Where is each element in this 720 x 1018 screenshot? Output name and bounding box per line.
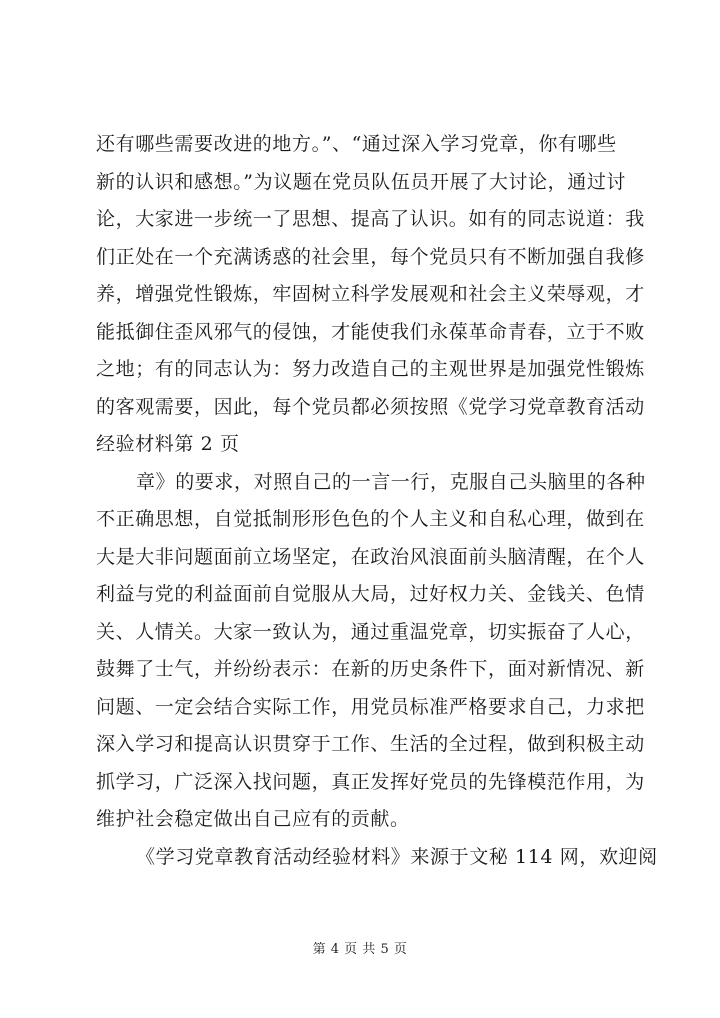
text-line: 不正确思想，自觉抵制形形色色的个人主义和自私心理，做到在	[96, 508, 645, 530]
text-line: 之地；有的同志认为：努力改造自己的主观世界是加强党性锻炼	[96, 358, 645, 380]
text-line: 们正处在一个充满诱惑的社会里，每个党员只有不断加强自我修	[96, 245, 645, 268]
text-line: 章》的要求，对照自己的一言一行，克服自己头脑里的各种	[136, 470, 646, 493]
text-line: 的客观需要，因此，每个党员都必须按照《党学习党章教育活动	[96, 395, 645, 418]
text-line: 利益与党的利益面前自觉服从大局，过好权力关、金钱关、色情	[96, 583, 645, 605]
text-line: 养，增强党性锻炼，牢固树立科学发展观和社会主义荣辱观，才	[96, 283, 645, 305]
text-line: 深入学习和提高认识贯穿于工作、生活的全过程，做到积极主动	[96, 733, 645, 755]
text-line: 关、人情关。大家一致认为，通过重温党章，切实振奋了人心，	[96, 620, 645, 643]
page-number-footer: 第 4 页 共 5 页	[312, 942, 408, 957]
text-line: 维护社会稳定做出自己应有的贡献。	[96, 808, 410, 830]
text-line: 鼓舞了士气，并纷纷表示：在新的历史条件下，面对新情况、新	[96, 658, 645, 680]
text-line: 大是大非问题面前立场坚定，在政治风浪面前头脑清醒，在个人	[96, 545, 645, 568]
text-line: 还有哪些需要改进的地方。”、“通过深入学习党章，你有哪些	[96, 133, 617, 155]
text-line: 论，大家进一步统一了思想、提高了认识。如有的同志说道：我	[96, 208, 645, 230]
text-line: 抓学习，广泛深入找问题，真正发挥好党员的先锋模范作用，为	[96, 770, 645, 793]
text-line: 问题、一定会结合实际工作，用党员标准严格要求自己，力求把	[96, 695, 645, 718]
text-line: 新的认识和感想。”为议题在党员队伍员开展了大讨论，通过讨	[96, 170, 627, 193]
text-line: 能抵御住歪风邪气的侵蚀，才能使我们永葆革命青春，立于不败	[96, 320, 645, 343]
text-line: 经验材料第 2 页	[96, 433, 240, 455]
text-line: 《学习党章教育活动经验材料》来源于文秘 114 网，欢迎阅	[136, 845, 658, 868]
body-text	[96, 126, 658, 876]
